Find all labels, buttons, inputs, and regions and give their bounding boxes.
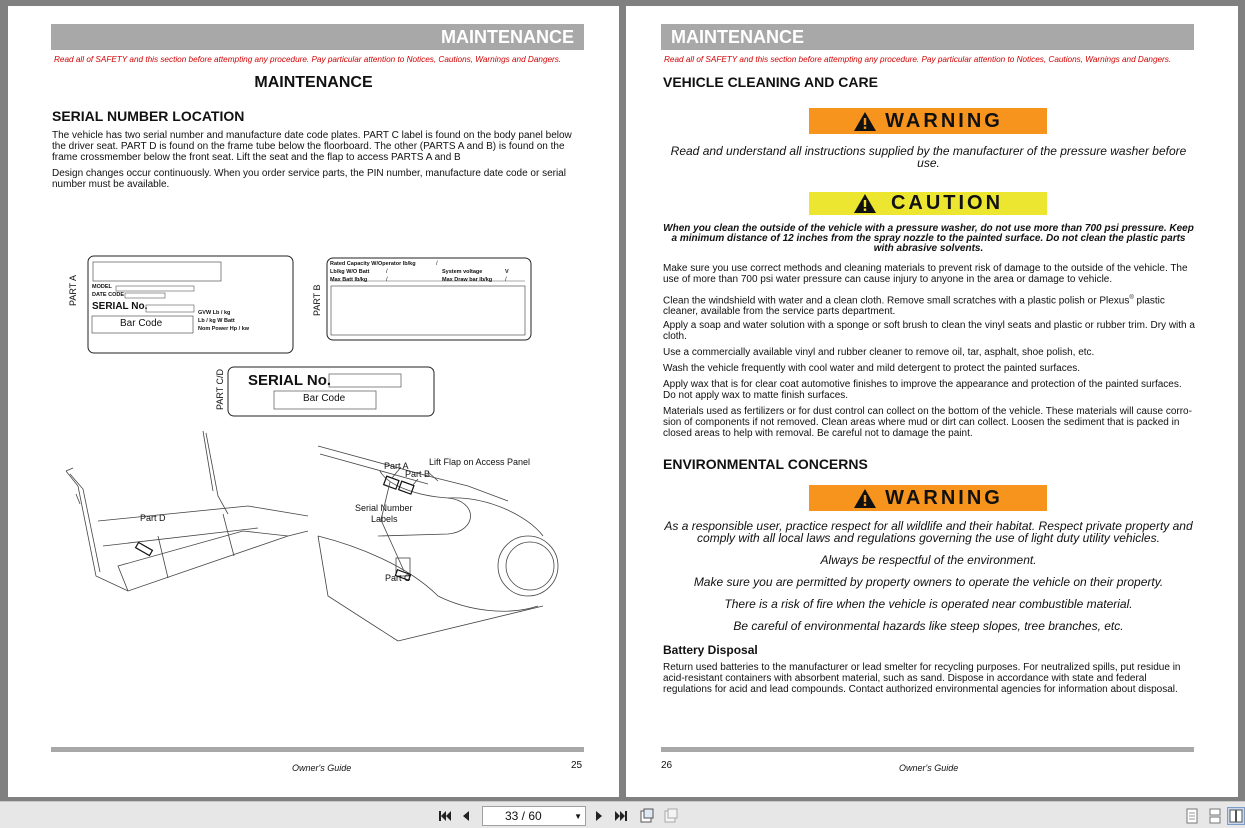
warning-sign [809,485,1047,511]
paragraph: Design changes occur continuously. When you order service parts, the PIN number, manufacture date code or serial number must be available. [52,168,566,190]
footer-text: Owner's Guide [292,763,352,773]
subsection-title: Battery Disposal [663,643,758,657]
part-cd-label: PART C/D [215,368,225,410]
continuous-icon[interactable] [1206,807,1224,825]
paragraph: Use a commercially available vinyl and rubber cleaner to remove oil, tar, asphalt, shoe polish, etc. [663,347,1095,358]
single-page-icon[interactable] [1183,807,1201,825]
page-header-bar: MAINTENANCE [51,24,584,50]
volt-unit: V [505,269,509,275]
footer-rule [51,747,584,752]
lb-kg-w-batt-label: Lb / kg W Batt [198,318,235,324]
section-title: VEHICLE CLEANING AND CARE [663,74,878,90]
page-number: 25 [571,760,583,771]
nom-power-label: Nom Power Hp / kw [198,326,250,332]
bar-code-label: Bar Code [303,393,346,404]
caution-label: CAUTION [890,192,1004,214]
rated-capacity-label: Rated Capacity W/Operator lb/kg [330,261,416,267]
gvw-label: GVW Lb / kg [198,310,231,316]
env-text: As a responsible user, practice respect for all wildlife and their habitat. Respect private property and comply with all local laws and regulations governing the use of light duty utility vehicles. [664,519,1193,545]
max-draw-bar-label: Max Draw bar lb/kg [442,277,493,283]
prev-page-icon[interactable] [457,807,475,825]
max-batt-label: Max Batt lb/kg [330,277,368,283]
page-header-bar: MAINTENANCE [661,24,1194,50]
warning-triangle-icon [853,193,877,214]
paragraph: Make sure you use correct methods and cleaning materials to prevent risk of damage to the outside of the vehicle. The use of more than 700 psi water pressure can cause injury to anyone in the area or damage to vehicle. [663,263,1188,285]
env-text: There is a risk of fire when the vehicle is operated near combustible material. [724,597,1133,611]
section-title: ENVIRONMENTAL CONCERNS [663,456,868,472]
bar-code-label: Bar Code [120,318,163,329]
caution-text: When you clean the outside of the vehicle with a pressure washer, do not use more than 700 psi pressure. Keep a minimum distance of 12 inches from the spray nozzle to the painted surface. Do not clean the plastic parts with abrasive solvents. [663,223,1194,254]
callout-part-b: Part B [405,469,431,479]
last-page-icon[interactable] [612,807,630,825]
warning-label: WARNING [885,486,1003,509]
warning-triangle-icon [853,488,877,509]
callout-part-c: Part C [385,573,411,583]
page-title: MAINTENANCE [254,74,373,91]
part-b-label: PART B [312,284,322,316]
slash: / [505,277,507,283]
registered-mark: ® [1129,295,1134,301]
warning-text: Read and understand all instructions supplied by the manufacturer of the pressure washer before use. [670,144,1187,170]
next-page-icon[interactable] [590,807,608,825]
two-page-icon[interactable] [1227,807,1245,825]
env-text: Be careful of environmental hazards like steep slopes, tree branches, etc. [733,619,1124,633]
paragraph: Materials used as fertilizers or for dust control can collect on the bottom of the vehicle. These materials will cause corro-sion of components if not removed. Clean areas where mud or dirt can collect. Loosen the sediment that is packed in closed areas to help with removal. Be careful not to damage the paint. [663,406,1192,439]
warning-label: WARNING [885,109,1003,132]
page-number-select[interactable] [482,806,586,826]
viewer-toolbar [0,801,1245,828]
warning-sign [809,108,1047,134]
page-number: 26 [661,760,673,771]
env-text: Always be respectful of the environment. [820,553,1037,567]
footer-rule [661,747,1194,752]
paragraph-text: Clean the windshield with water and a clean cloth. Remove small scratches with a plastic polish or Plexus [663,295,1130,307]
paragraph: Apply wax that is for clear coat automotive finishes to improve the appearance and protection of the painted surfaces. Do not apply wax to matte finish surfaces. [663,379,1182,401]
paragraph-text: plastic cleaner, available from the service parts department. [663,295,1165,318]
part-a-label: PART A [68,274,78,306]
callout-part-a: Part A [384,461,409,471]
serial-no-label: SERIAL No. [92,301,148,312]
serial-no-label: SERIAL No. [248,372,332,389]
fit-page-icon[interactable] [638,807,656,825]
page-indicator: 33 / 60 [505,809,542,823]
safety-note: Read all of SAFETY and this section before attempting any procedure. Pay particular attention to Notices, Cautions, Warnings and Dangers. [664,55,1172,64]
warning-triangle-icon [853,111,877,132]
callout-serial-labels: Serial Number [355,503,413,513]
right-page [626,6,1238,797]
slash: / [386,277,388,283]
section-title: SERIAL NUMBER LOCATION [52,108,245,124]
callout-lift-flap: Lift Flap on Access Panel [429,457,531,467]
slash: / [436,261,438,267]
fit-width-icon[interactable] [662,807,680,825]
paragraph [663,293,1196,317]
env-text: Make sure you are permitted by property owners to operate the vehicle on their property. [693,575,1164,589]
slash: / [386,269,388,275]
first-page-icon[interactable] [436,807,454,825]
safety-note: Read all of SAFETY and this section before attempting any procedure. Pay particular attention to Notices, Cautions, Warnings and Dangers. [54,55,562,64]
left-page [8,6,619,797]
lb-kg-wo-batt-label: Lb/kg W/O Batt [330,269,370,275]
paragraph: Wash the vehicle frequently with cool water and mild detergent to protect the painted surfaces. [663,363,1081,374]
chevron-down-icon: ▼ [574,812,582,821]
paragraph: Apply a soap and water solution with a sponge or soft brush to clean the vinyl seats and plastic or rubber trim. Dry with a cloth. [663,320,1195,342]
date-code-label: DATE CODE [92,292,124,298]
callout-serial-labels: Labels [371,514,398,524]
callout-part-d: Part D [140,513,166,523]
system-voltage-label: System voltage [442,269,483,275]
model-label: MODEL [92,284,112,290]
caution-sign [809,192,1047,215]
paragraph: Return used batteries to the manufacturer or lead smelter for recycling purposes. For neutralized spills, put residue in acid-resistant containers with absorbent material, such as sand. Dispose in accordance with state and federal regulations for acid and lead compounds. Contact authorized environmental agencies for information about disposal. [663,662,1181,695]
paragraph: The vehicle has two serial number and manufacture date code plates. PART C label is found on the body panel below the driver seat. PART D is found on the frame tube below the floorboard. The other (PARTS A and B) is found on the frame crossmember below the front seat. Lift the seat and the flap to access PARTS A and B [52,130,572,163]
footer-text: Owner's Guide [899,763,959,773]
